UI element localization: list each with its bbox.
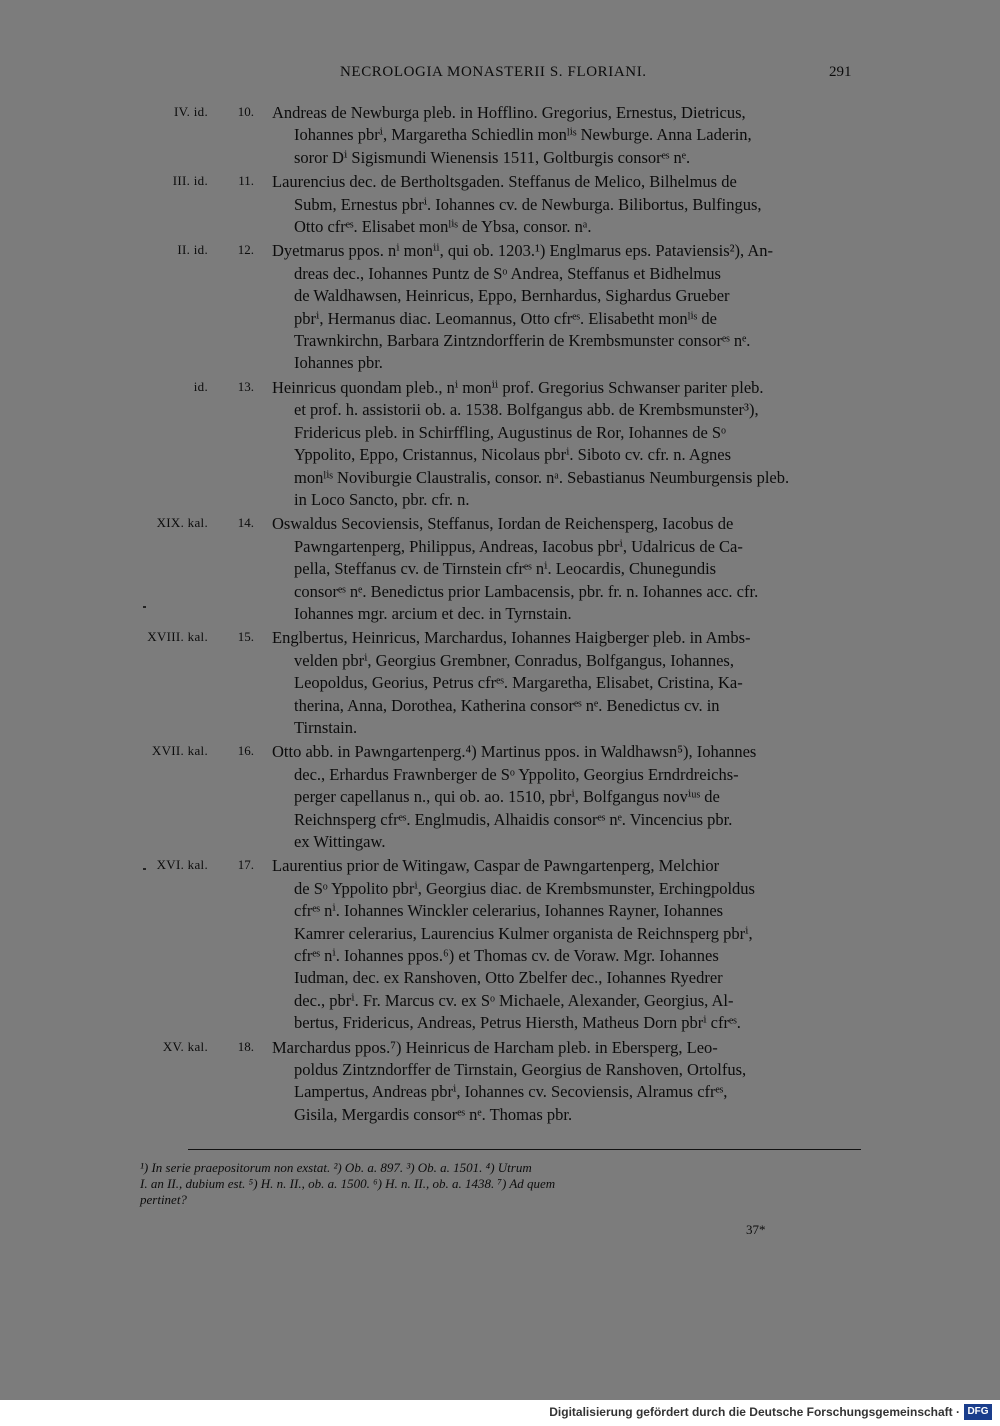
entry-line: Lampertus, Andreas pbrⁱ, Iohannes cv. Secoviensis, Alramus cfrᵉˢ, — [294, 1082, 728, 1102]
entry-line: Iohannes pbrⁱ, Margaretha Schiedlin monˡⁱˢ Newburge. Anna Laderin, — [294, 125, 752, 145]
entry-line: cfrᵉˢ nⁱ. Iohannes ppos.⁶) et Thomas cv. de Voraw. Mgr. Iohannes — [294, 946, 719, 966]
entry-line: dreas dec., Iohannes Puntz de Sᵒ Andrea, Steffanus et Bidhelmus — [294, 263, 721, 283]
running-header — [0, 64, 1000, 86]
footnote-rule — [188, 1149, 861, 1150]
entry-line: Andreas de Newburga pleb. in Hofflino. Gregorius, Ernestus, Dietricus, — [272, 103, 746, 122]
necrology-entry — [0, 855, 1000, 1034]
date-roman: II. id. — [177, 242, 208, 258]
necrology-entry — [0, 240, 1000, 374]
day-number: 16. — [237, 743, 254, 759]
entry-line: Englbertus, Heinricus, Marchardus, Iohannes Haigberger pleb. in Ambs- — [272, 628, 751, 648]
entry-line: pbrⁱ, Hermanus diac. Leomannus, Otto cfrᵉˢ. Elisabetht monˡⁱˢ de — [294, 308, 717, 328]
funding-notice: Digitalisierung gefördert durch die Deutsche Forschungsgemeinschaft · — [549, 1405, 960, 1419]
entry-line: monˡⁱˢ Noviburgie Claustralis, consor. nᵃ. Sebastianus Neumburgensis pleb. — [294, 467, 790, 487]
entry-line: Marchardus ppos.⁷) Heinricus de Harcham pleb. in Ebersperg, Leo- — [272, 1037, 718, 1057]
footnote-line: pertinet? — [140, 1192, 187, 1207]
entry-line: ex Wittingaw. — [294, 832, 386, 851]
entry-line: Iudman, dec. ex Ranshoven, Otto Zbelfer dec., Iohannes Ryedrer — [294, 968, 723, 988]
scan-speck — [143, 606, 146, 608]
entry-line: Pawngartenperg, Philippus, Andreas, Iacobus pbrⁱ, Udalricus de Ca- — [294, 536, 743, 556]
entry-line: Tirnstain. — [294, 717, 358, 737]
necrology-entries — [0, 102, 1000, 1128]
necrology-entry — [0, 741, 1000, 853]
entry-line: Laurentius prior de Witingaw, Caspar de Pawngartenperg, Melchior — [272, 856, 720, 876]
entry-line: Iohannes mgr. arcium et dec. in Tyrnstain. — [294, 603, 572, 623]
entry-line: dec., Erhardus Frawnberger de Sᵒ Yppolito, Georgius Erndrdreichs- — [294, 764, 739, 784]
date-roman: XIX. kal. — [156, 515, 208, 531]
day-number: 12. — [237, 242, 254, 258]
entry-text — [272, 171, 864, 238]
entry-line: Yppolito, Eppo, Cristannus, Nicolaus pbrⁱ. Siboto cv. cfr. n. Agnes — [294, 445, 732, 465]
entry-line: consorᵉˢ nᵉ. Benedictus prior Lambacensis, pbr. fr. n. Iohannes acc. cfr. — [294, 581, 759, 601]
entry-line: Fridericus pleb. in Schirffling, Augustinus de Ror, Iohannes de Sᵒ — [294, 422, 726, 442]
entry-text — [272, 513, 864, 625]
footnotes — [140, 1160, 862, 1208]
entry-line: Heinricus quondam pleb., nⁱ monⁱⁱ prof. Gregorius Schwanser pariter pleb. — [272, 377, 764, 397]
entry-text — [272, 855, 864, 1034]
page-number: 291 — [829, 64, 852, 80]
entry-text — [272, 377, 864, 511]
entry-line: velden pbrⁱ, Georgius Grembner, Conradus, Bolfgangus, Iohannes, — [294, 650, 734, 670]
entry-text — [272, 102, 864, 169]
entry-text — [272, 1037, 864, 1127]
day-number: 11. — [238, 173, 254, 189]
entry-line: Leopoldus, Georius, Petrus cfrᵉˢ. Margaretha, Elisabet, Cristina, Ka- — [294, 673, 743, 693]
dfg-logo: DFG — [964, 1404, 992, 1420]
entry-text — [272, 741, 864, 853]
entry-line: Laurencius dec. de Bertholtsgaden. Steffanus de Melico, Bilhelmus de — [272, 172, 737, 192]
entry-line: Gisila, Mergardis consorᵉˢ nᵉ. Thomas pbr. — [294, 1104, 573, 1124]
entry-line: Kamrer celerarius, Laurencius Kulmer organista de Reichnsperg pbrⁱ, — [294, 923, 753, 943]
entry-line: Subm, Ernestus pbrⁱ. Iohannes cv. de Newburga. Bilibortus, Bulfingus, — [294, 194, 762, 214]
entry-line: cfrᵉˢ nⁱ. Iohannes Winckler celerarius, Iohannes Rayner, Iohannes — [294, 901, 724, 921]
entry-line: therina, Anna, Dorothea, Katherina consorᵉˢ nᵉ. Benedictus cv. in — [294, 695, 720, 715]
entry-text — [272, 627, 864, 739]
entry-line: bertus, Fridericus, Andreas, Petrus Hiersth, Matheus Dorn pbrⁱ cfrᵉˢ. — [294, 1013, 741, 1033]
date-roman: XVII. kal. — [151, 743, 208, 759]
entry-text — [272, 240, 864, 374]
day-number: 18. — [237, 1038, 254, 1054]
entry-line: Reichnsperg cfrᵉˢ. Englmudis, Alhaidis consorᵉˢ nᵉ. Vincencius pbr. — [294, 809, 733, 829]
date-roman: id. — [193, 378, 208, 394]
date-roman: XVIII. kal. — [147, 629, 208, 645]
date-roman: XVI. kal. — [156, 857, 208, 873]
necrology-entry — [0, 377, 1000, 511]
necrology-entry — [0, 627, 1000, 739]
entry-line: dec., pbrⁱ. Fr. Marcus cv. ex Sᵒ Michaele, Alexander, Georgius, Al- — [294, 990, 734, 1010]
entry-line: Dyetmarus ppos. nⁱ monⁱⁱ, qui ob. 1203.¹) Englmarus eps. Pataviensis²), An- — [272, 241, 774, 261]
entry-line: pella, Steffanus cv. de Tirnstein cfrᵉˢ nⁱ. Leocardis, Chunegundis — [294, 559, 717, 579]
entry-line: poldus Zintzndorffer de Tirnstain, Georgius de Ranshoven, Ortolfus, — [294, 1060, 747, 1080]
day-number: 13. — [237, 378, 254, 394]
necrology-entry — [0, 171, 1000, 238]
scan-speck — [143, 868, 146, 870]
day-number: 15. — [237, 629, 254, 645]
footnote-line: I. an II., dubium est. ⁵) H. n. II., ob. a. 1500. ⁶) H. n. II., ob. a. 1438. ⁷) Ad quem — [140, 1176, 556, 1191]
date-roman: III. id. — [172, 173, 208, 189]
footnote-line: ¹) In serie praepositorum non exstat. ²) Ob. a. 897. ³) Ob. a. 1501. ⁴) Utrum — [140, 1160, 532, 1175]
entry-line: perger capellanus n., qui ob. ao. 1510, pbrⁱ, Bolfgangus novⁱᵘˢ de — [294, 787, 720, 807]
entry-line: de Waldhawsen, Heinricus, Eppo, Bernhardus, Sighardus Grueber — [294, 286, 730, 306]
necrology-entry — [0, 102, 1000, 169]
page-title: NECROLOGIA MONASTERII S. FLORIANI. — [340, 64, 647, 80]
day-number: 14. — [237, 515, 254, 531]
necrology-entry — [0, 1037, 1000, 1127]
entry-line: Iohannes pbr. — [294, 353, 383, 373]
entry-line: Oswaldus Secoviensis, Steffanus, Iordan de Reichensperg, Iacobus de — [272, 514, 734, 534]
entry-line: in Loco Sancto, pbr. cfr. n. — [294, 489, 470, 509]
date-roman: XV. kal. — [162, 1038, 208, 1054]
date-roman: IV. id. — [173, 104, 208, 119]
entry-line: de Sᵒ Yppolito pbrⁱ, Georgius diac. de Krembsmunster, Erchingpoldus — [294, 878, 755, 898]
entry-line: Otto abb. in Pawngartenperg.⁴) Martinus ppos. in Waldhawsn⁵), Iohannes — [272, 742, 757, 762]
entry-line: Otto cfrᵉˢ. Elisabet monˡⁱˢ de Ybsa, consor. nᵃ. — [294, 217, 592, 237]
necrology-entry — [0, 513, 1000, 625]
digitization-footer — [0, 1400, 1000, 1426]
entry-line: soror Dⁱ Sigismundi Wienensis 1511, Goltburgis consorᵉˢ nᵉ. — [294, 147, 691, 167]
signature-mark: 37* — [746, 1222, 766, 1237]
day-number: 10. — [237, 104, 254, 119]
entry-line: Trawnkirchn, Barbara Zintzndorfferin de Krembsmunster consorᵉˢ nᵉ. — [294, 331, 751, 351]
day-number: 17. — [237, 857, 254, 873]
entry-line: et prof. h. assistorii ob. a. 1538. Bolfgangus abb. de Krembsmunster³), — [294, 400, 759, 420]
